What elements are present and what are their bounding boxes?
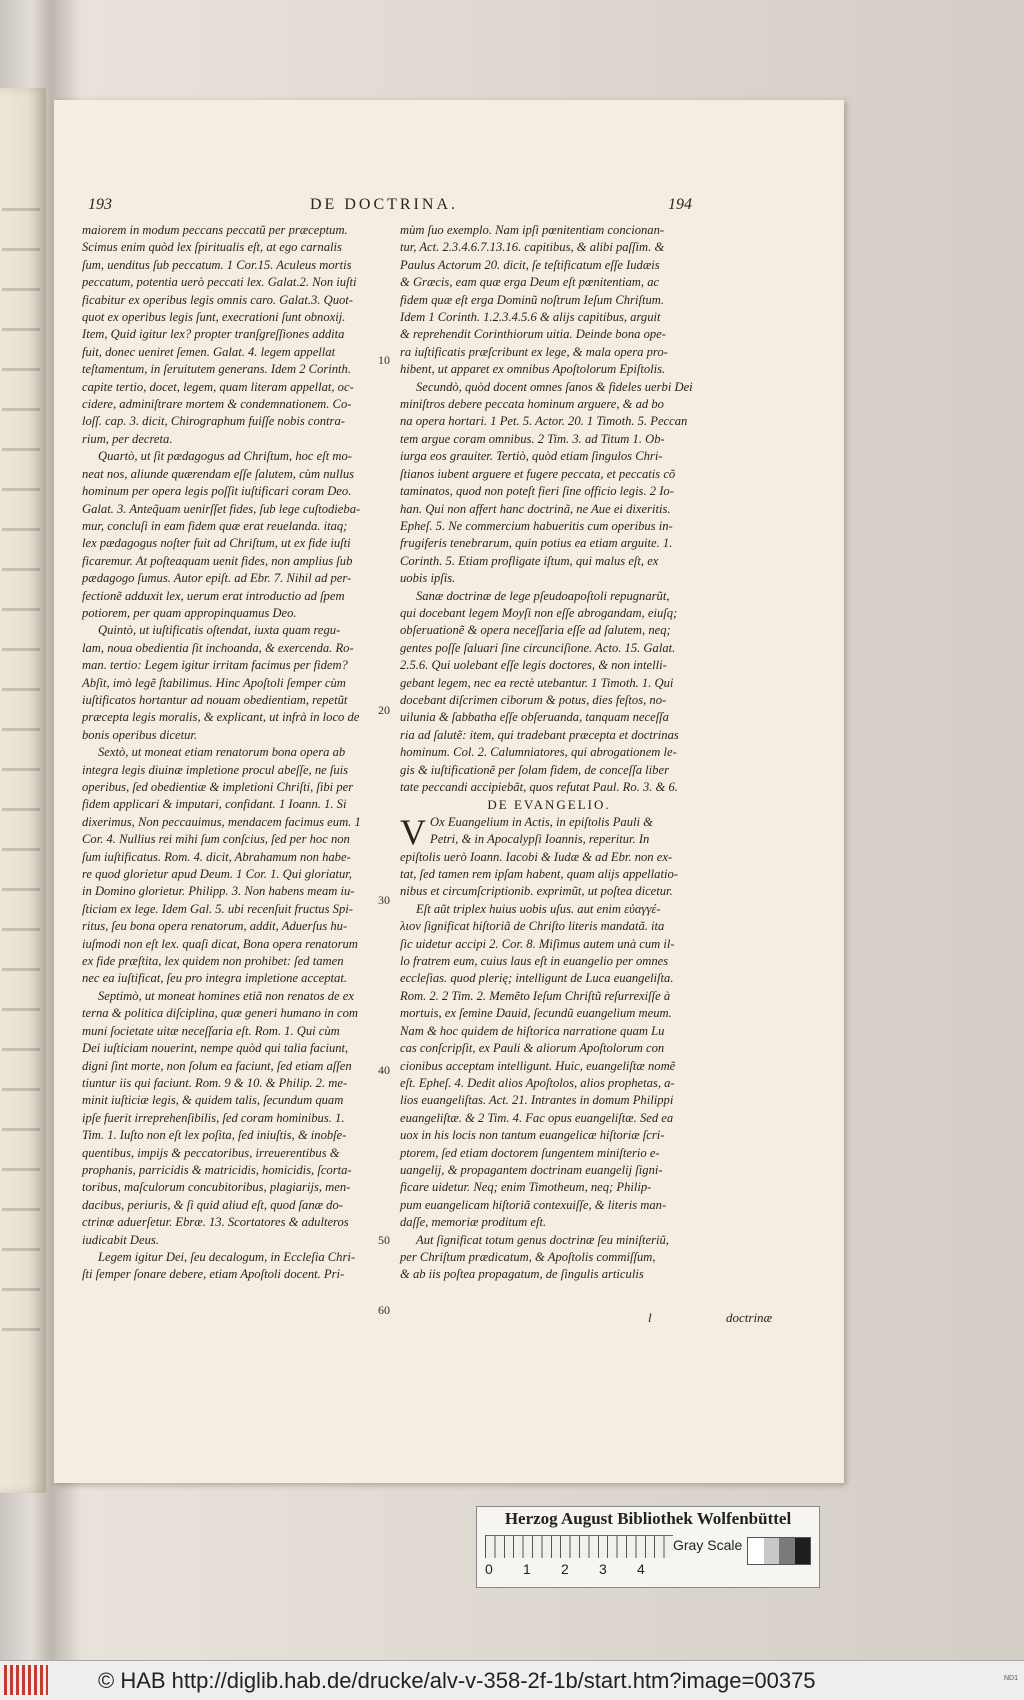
text-line: tate peccandi accipiebãt, quos refutat Paul. Ro. 3. & 6. [400,780,678,794]
text-line: cionibus acceptam intelligunt. Huic, euangeliſtæ nomẽ [400,1058,676,1073]
gray-swatch [764,1538,780,1564]
text-line: lios euangeliſtas. Act. 21. Intrantes in domum Philippi [400,1093,674,1108]
text-line: Sextò, ut moneat etiam renatorum bona opera ab [98,745,346,760]
text-line: ficaremur. At poſteaquam uenit fides, non amplius ſub [82,553,353,568]
text-line: cidere, adminiſtrare mortem & condemnationem. Co- [82,397,352,412]
text-line: bonis operibus dicetur. [82,727,198,742]
text-line: Quintò, ut iuſtificatis oſtendat, iuxta quam regu- [98,623,341,638]
measurement-ruler [485,1535,673,1558]
footer-mini-text: ND1 [1003,1675,1018,1682]
gray-scale-swatches [747,1537,811,1565]
text-line: Item, Quid igitur lex? propter tranſgreſſiones addita [82,327,345,342]
ruler-number: 0 [485,1561,493,1577]
text-line: Paulus Actorum 20. dicit, ſe teſtificatum eſſe Iudæis [400,257,660,272]
folio-right: 194 [668,196,692,213]
running-title: DE DOCTRINA. [310,196,458,213]
text-line: Eſt aũt triplex huius uobis uſus. aut enim εὐαγγέ- [416,901,661,916]
text-line: quentibus, impijs & peccatoribus, irreuerentibus & [82,1145,340,1160]
footer-url[interactable]: © HAB http://diglib.hab.de/drucke/alv-v-358-2f-1b/start.htm?image=00375 [98,1668,816,1693]
text-line: Septimò, ut moneat homines etiã non renatos de ex [98,988,354,1003]
text-line: epiſtolis uerò Ioann. Iacobi & Iudæ & ad Ebr. non ex- [400,849,673,864]
text-line: terna & politica diſciplina, quæ generi humano in com [82,1006,358,1021]
text-line: ptorem, ſed etiam doctorem ſungentem miniſterio e- [400,1145,660,1160]
gray-scale-label: Gray Scale [673,1537,743,1553]
text-line: uilunia & ſabbatha eſſe obſeruanda, tanquam neceſſa [400,710,669,725]
text-line: pædagogo ſumus. Autor epiſt. ad Ebr. 7. Nihil ad per- [82,571,352,586]
text-line: in Domino glorietur. Philipp. 3. Non habens meam iu- [82,884,355,899]
text-line: hibent, ut apparet ex omnibus Apoſtolorum Epiſtolis. [400,362,666,377]
folio-left: 193 [88,196,112,213]
text-line: Galat. 3. Anteq̃uam uenirſſet fides, ſub lege cuſtodieba- [82,501,361,516]
text-line: gebant legem, nec ea rectè utebantur. 1 Timoth. 1. Qui [400,675,674,690]
text-line: Sanæ doctrinæ de lege pſeudoapoſtoli repugnarũt, [416,588,670,603]
hab-logo-icon [4,1665,48,1695]
text-line: uangelij, & propagantem doctrinam euangelij ſigni- [400,1162,663,1177]
gray-swatch [795,1538,811,1564]
footer-bar [0,1660,1024,1700]
text-line: ſum, uenditus ſub peccatum. 1 Cor.15. Aculeus mortis [82,257,352,272]
text-line: loſſ. cap. 3. dicit, Chirographum fuiſſe nobis contra- [82,414,345,429]
text-line: rium, per decreta. [82,431,173,446]
text-line: frugiferis tenebrarum, quin potius ea etiam arguite. 1. [400,536,673,551]
ruler-numbers [485,1561,685,1581]
text-line: lex pædagogus noſter fuit ad Chriſtum, ut ex fide iuſti [82,536,351,551]
text-line: tem argue coram omnibus. 2 Tim. 3. ad Titum 1. Ob- [400,431,665,446]
text-line: euangeliſtæ. & 2 Tim. 4. Fac opus euangeliſtæ. Sed ea [400,1110,674,1125]
text-line: neat nos, aliunde quærendam eſſe ſalutem, cùm nullus [82,466,355,481]
text-line: operibus, ſed obedientiæ & impletioni Chriſti, ſibi per [82,780,354,794]
evangelio-paragraph [400,811,698,1284]
text-line: obſeruationẽ & opera neceſſaria eſſe ad ſalutem, neq; [400,623,671,638]
text-line: ſic uidetur accipi 2. Cor. 8. Miſimus autem unà cum il- [400,936,675,951]
text-line: integra legis diuinæ impletione procul abeſſe, ne ſuis [82,762,349,777]
gray-swatch [748,1538,764,1564]
text-line: ſum iuſtificatus. Rom. 4. dicit, Abrahamum non habe- [82,849,351,864]
right-column-text-part2 [400,811,698,1284]
text-line: minit iuſticiæ legis, & quidem talis, ſecundum quam [82,1093,344,1108]
text-line: daſſe, memoriæ proditum eſt. [400,1215,547,1230]
text-line: Abſit, imò legẽ ſtabilimus. Hinc Apoſtoli ſemper cùm [82,675,346,690]
text-line: uox in his locis non tantum euangelicæ hiſtoriæ ſcri- [400,1128,665,1143]
text-line: ra iuſtificatis præſcribunt ex lege, & mala opera pro- [400,344,668,359]
text-line: qui docebant legem Moyſi non eſſe abrogandam, eiuſq; [400,605,678,620]
drop-cap: V [400,811,426,852]
ruler-number: 3 [599,1561,607,1577]
text-line: fuit, donec ueniret ſemen. Galat. 4. legem appellat [82,344,336,359]
section-heading: DE EVANGELIO. [487,797,611,813]
text-line: eccleſias. quod plerię; intelligunt de Luca euangeliſta. [400,971,674,986]
text-line: Aut ſignificat totum genus doctrinæ ſeu miniſteriũ, [416,1232,669,1247]
text-line: ipſe fuerit irreprehenſibilis, ſed coram hominibus. 1. [82,1110,345,1125]
text-line: iuſmodi non eſt lex. quaſi dicat, Bona opera renatorum [82,936,358,951]
text-line: fidem quæ eſt erga Dominũ noſtrum Ieſum Chriſtum. [400,292,664,307]
text-line: gentes poſſe ſaluari ſine circunciſione. Acto. 15. Galat. [400,640,676,655]
right-text-column [400,222,698,1284]
ruler-number: 1 [523,1561,531,1577]
text-line: han. Qui non affert hanc doctrinã, ne Aue ei dixeritis. [400,501,671,516]
text-line: ſtianos iubent arguere et fugere peccata, et peccatis cõ [400,466,676,481]
running-head [54,196,844,220]
gray-swatch [779,1538,795,1564]
text-line: man. tertio: Legem igitur irritam facimus per fidem? [82,658,348,673]
text-line: ficabitur ex operibus legis omnis caro. Galat.3. Quot- [82,292,353,307]
text-line: præcepta legis moralis, & explicant, ut infrà in loco de [82,710,360,725]
text-line: pum euangelicam hiſtoriã contexuiſſe, & literis man- [400,1197,667,1212]
text-line: mortuis, ex ſemine Dauid, ſecundũ euangelium meum. [400,1006,672,1021]
text-line: teſtamentum, in ſeruitutem generans. Idem 2 Corinth. [82,362,351,377]
text-line: Legem igitur Dei, ſeu decalogum, in Eccleſia Chri- [98,1249,356,1264]
text-line: & Græcis, eam quæ erga Deum eſt pœnitentiam, ac [400,275,660,290]
color-scale-card [476,1506,820,1588]
text-line: dacibus, periuris, & ſi quid aliud eſt, quod ſanæ do- [82,1197,343,1212]
catchword: doctrinæ [726,1310,773,1325]
text-line: ritus, ſeu bona opera renatorum, addit, Aduerſus hu- [82,919,348,934]
text-line: Secundò, quòd docent omnes ſanos & fideles uerbi Dei [416,379,693,394]
previous-page-edge [0,88,46,1493]
line-number: 40 [378,1063,390,1077]
text-line: Scimus enim quòd lex ſpiritualis eſt, at ego carnalis [82,240,342,255]
text-line: hominum. Col. 2. Calumniatores, qui abrogationem le- [400,745,677,760]
text-line: quot ex operibus legis ſunt, execrationi ſunt obnoxij. [82,310,346,325]
text-line: per Chriſtum prædicatum, & Apoſtolis commiſſum, [400,1249,656,1264]
text-line: digni ſint morte, non ſolum ea faciunt, ſed etiam aſſen [82,1058,352,1073]
text-line: prophanis, parricidis & matricidis, homicidis, ſcorta- [82,1162,352,1177]
text-line: gis & iuſtificationẽ per ſolam fidem, de conceſſa liber [400,762,669,777]
text-line: hominum per opera legis poſſit iuſtificari coram Deo. [82,484,352,499]
right-column-text-part1 [400,222,698,796]
text-line: Corinth. 5. Etiam profligate iſtum, qui malus eſt, ex [400,553,659,568]
book-page [54,100,844,1483]
text-line: & reprehendit Corinthiorum uitia. Deinde bona ope- [400,327,666,342]
text-line: muni ſocietate uitæ neceſſaria eſt. Rom. 1. Qui cùm [82,1023,340,1038]
text-line: cas conſcripſit, ex Pauli & aliorum Apoſtolorum con [400,1041,665,1056]
text-line: tur, Act. 2.3.4.6.7.13.16. capitibus, & alibi paſſim. & [400,240,665,255]
text-line: iuſtificatos hortantur ad nouam obedientiam, repetũt [82,692,348,707]
text-line: dixerimus, Non peccauimus, mendacem facimus eum. 1 [82,814,361,829]
line-number: 50 [378,1233,390,1247]
left-text-column [82,222,380,1284]
text-line: tat, ſed tamen rem ipſam habent, quam alijs appellatio- [400,867,678,882]
text-line: ctrinæ aduerſetur. Ebræ. 13. Scortatores & adulteros [82,1215,349,1230]
text-line: peccatum, potentia uerò peccati lex. Galat.2. Non iuſti [82,275,357,290]
text-line: Rom. 2. 2 Tim. 2. Memẽto Ieſum Chriſtũ reſurrexiſſe à [400,988,671,1003]
text-line: uobis ipſis. [400,571,456,586]
text-line: Ox Euangelium in Actis, in epiſtolis Pauli & [430,814,653,829]
text-line: lam, noua obedientia ſit inchoanda, & exercenda. Ro- [82,640,354,655]
text-line: fectionẽ adduxit lex, uerum erat introductio ad ſpem [82,588,345,603]
text-line: Tim. 1. Iuſto non eſt lex poſita, ſed iniuſtis, & inobſe- [82,1128,347,1143]
text-line: 2.5.6. Qui uolebant eſſe legis doctores, & non intelli- [400,658,667,673]
line-number: 30 [378,893,390,907]
text-line: nibus et circumſcriptionib. exprimũt, ut poſtea dicetur. [400,884,673,899]
signature-mark: l [648,1310,652,1325]
line-number: 60 [378,1303,390,1317]
text-line: docebant diſcrimen ciborum & potus, dies feſtos, no- [400,692,667,707]
text-line: Cor. 4. Nullius rei mihi ſum conſcius, ſed per hoc non [82,832,350,847]
text-line: maiorem in modum peccans peccatũ per præceptum. [82,223,348,237]
text-line: Idem 1 Corinth. 1.2.3.4.5.6 & alijs capitibus, arguit [400,310,661,325]
text-line: nec ea iuſtificat, ſeu pro integra impletione acceptat. [82,971,347,986]
text-line: ex fide præſtita, lex quidem non prohibet: ſed tamen [82,954,344,969]
text-line: ſticiam ex lege. Idem Gal. 5. ubi recenſuit fructus Spi- [82,901,353,916]
text-line: ria ad ſalutẽ: item, qui tradebant præcepta et doctrinas [400,727,679,742]
text-line: Petri, & in Apocalypſi Ioannis, reperitur. In [430,832,650,847]
line-number: 20 [378,703,390,717]
text-line: ſti ſemper ſonare debere, etiam Apoſtoli docent. Pri- [82,1267,345,1282]
text-line: mùm ſuo exemplo. Nam ipſi pœnitentiam concionan- [400,223,665,237]
text-line: λιον ſignificat hiſtoriã de Chriſto literis mandatã. ita [400,919,665,934]
text-line: lo fratrem eum, cuius laus eſt in euangelio per omnes [400,954,669,969]
text-line: na opera hortari. 1 Pet. 5. Actor. 20. 1 Timoth. 5. Peccan [400,414,688,429]
text-line: toribus, maſculorum concubitoribus, plagiarijs, men- [82,1180,351,1195]
text-line: Nam & hoc quidem de hiſtorica narratione quam Lu [400,1023,665,1038]
ruler-number: 2 [561,1561,569,1577]
line-number: 10 [378,353,390,367]
text-line: eſt. Epheſ. 4. Dedit alios Apoſtolos, alios prophetas, a- [400,1075,675,1090]
text-line: & ab iis poſtea propagatum, de ſingulis articulis [400,1267,644,1282]
text-line: Dei iuſticiam nouerint, nempe quòd qui talia faciunt, [82,1041,349,1056]
text-line: fidem applicari & imputari, confidant. 1 Ioann. 1. Si [82,797,347,812]
library-name: Herzog August Bibliothek Wolfenbüttel [504,1509,792,1528]
text-line: tiuntur iis qui faciunt. Rom. 9 & 10. & Philip. 2. me- [82,1075,348,1090]
text-line: mur, concluſi in eam fidem quæ erat reuelanda. itaq; [82,518,348,533]
text-line: ficare uidetur. Neq; enim Timotheum, neq; Philip- [400,1180,652,1195]
text-line: potiorem, per quam appropinquamus Deo. [82,605,297,620]
ruler-number: 4 [637,1561,645,1577]
text-line: iudicabit Deus. [82,1232,159,1247]
text-line: capite tertio, docet, legem, quam literam appellat, oc- [82,379,354,394]
text-line: iurga eos grauiter. Tertiò, quòd etiam ſingulos Chri- [400,449,663,464]
text-line: miniſtros debere peccata hominum arguere, & ad bo [400,397,664,412]
text-line: re quod glorietur apud Deum. 1 Cor. 1. Qui gloriatur, [82,867,352,882]
text-line: Quartò, ut ſit pædagogus ad Chriſtum, hoc eſt mo- [98,449,352,464]
text-line: taminatos, quod non poteſt fieri ſine officio legis. 2 Io- [400,484,674,499]
text-line: Epheſ. 5. Ne commercium habueritis cum operibus in- [400,518,673,533]
